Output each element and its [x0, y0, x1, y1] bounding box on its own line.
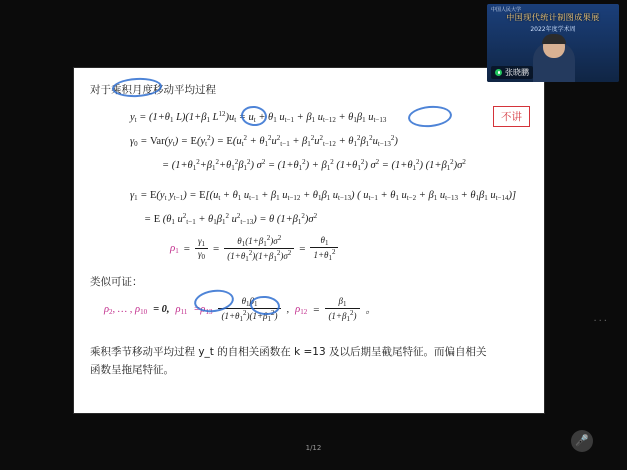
rho-values-row	[104, 296, 376, 323]
rho1-equation	[170, 234, 338, 263]
rho11-label: $\rho_{11}$	[175, 303, 188, 316]
equation-2: $\gamma_0 = Var(y_t) = E(y_t^2) = E(u_t^2 + \theta_1^2u^2_{t-1} + \beta_1^2u^2_{t-12} + \theta_1^2\beta_1^2u_{t-13}^2)$	[130, 134, 398, 148]
equation-3: = $(1+\theta_1^2+\beta_1^2+\theta_1^2\beta_1^2) \sigma^2 = (1+\theta_1^2) + \beta_1^2$ $(1+\theta_1^2) \sigma^2 = (1+\theta_1^2)$ $(1+\beta_1^2)\sigma^2$	[162, 158, 466, 172]
fraction-expanded: $\frac{\theta_1(1+\beta_1^2)\sigma^2}{(1+\theta_1^2)(1+\beta_1^2)\sigma^2}$	[224, 234, 294, 263]
equation-5: = E ($\theta_1$ $u^2_{t-1} + \theta_1\beta_1^2$ $u^2_{t-13}) = \theta$ $(1+\beta_1^2)\sigma^2$	[144, 212, 318, 226]
microphone-on-icon	[495, 69, 502, 76]
slide-title: 对于乘积月度移动平均过程	[90, 84, 216, 96]
presentation-slide	[74, 68, 544, 413]
equals-sign-2: =	[213, 242, 220, 255]
equation-1: $y_t = (1+\theta_1$ $L)(1+\beta_1$ $L^{12})u_t = u_t + \theta_1$ $u_{t-1} + \beta_1$ $u_{t-12} + \theta_1\beta_1$ $u_{t-13}$	[130, 110, 387, 124]
equals-sign-3: =	[299, 242, 306, 255]
conclusion-line-2: 函数呈拖尾特征。	[90, 364, 174, 376]
university-logo: 中国人民大学	[491, 7, 522, 13]
fraction-gamma1-gamma0: $\frac{\gamma_1}{\gamma_0}$	[195, 236, 208, 261]
equals-sign: =	[183, 242, 190, 255]
rho1-label: $\rho_1$	[170, 242, 179, 255]
page-indicator: 1/12	[305, 444, 322, 452]
fraction-simplified: $\frac{\theta_1}{1+\theta_1^2}$	[310, 235, 338, 262]
more-options-dots[interactable]: ...	[593, 313, 609, 324]
rho12-label: $\rho_{12}$	[295, 303, 308, 316]
participant-hair	[542, 34, 566, 44]
annotation-circle-eq1-term	[407, 104, 453, 129]
similar-proof-label: 类似可证：	[90, 276, 143, 288]
video-banner-title: 中国现代统计制图成果展	[506, 13, 600, 22]
comma-separator: ,	[286, 304, 290, 315]
rho13-equality: $=\rho_{13}$	[193, 303, 213, 316]
participant-name-badge	[491, 66, 533, 79]
trailing-punctuation: 。	[365, 305, 376, 316]
microphone-button[interactable]	[571, 430, 593, 452]
fraction-rho11: $\frac{\theta_1\beta_1}{(1+\theta_1^2)(1+\beta_1^2)}$	[218, 296, 280, 323]
rho-list-label: $\rho_2$, … , $\rho_{10}$	[104, 303, 148, 316]
conclusion-line-1: 乘积季节移动平均过程 y_t 的自相关函数在 k =13 及以后期呈截尾特征。而偏自相关	[90, 346, 487, 358]
rho-list-value: = 0,	[153, 304, 170, 315]
equals-sign-4: =	[313, 303, 320, 316]
equation-4: $\gamma_1 = E(y_t$ $y_{t-1}) = E[(u_t + \theta_1$ $u_{t-1} + \beta_1$ $u_{t-12} + \theta_1\beta_1$ $u_{t-13}$) ( $u_{t-1} + \theta_1$ $u_{t-2} + \beta_1$ $u_{t-13} + \theta_1\beta_1$ $u_{t-14}$)]	[130, 190, 517, 202]
participant-name: 张晓鹏	[505, 68, 529, 77]
video-banner-subtitle: 2022年度学术周	[530, 26, 576, 33]
note-badge: 不讲	[493, 106, 530, 127]
fraction-rho12: $\frac{\beta_1}{(1+\beta_1^2)}$	[325, 296, 359, 323]
microphone-icon: 🎤	[575, 434, 589, 447]
participant-video-tile[interactable]	[487, 4, 619, 82]
